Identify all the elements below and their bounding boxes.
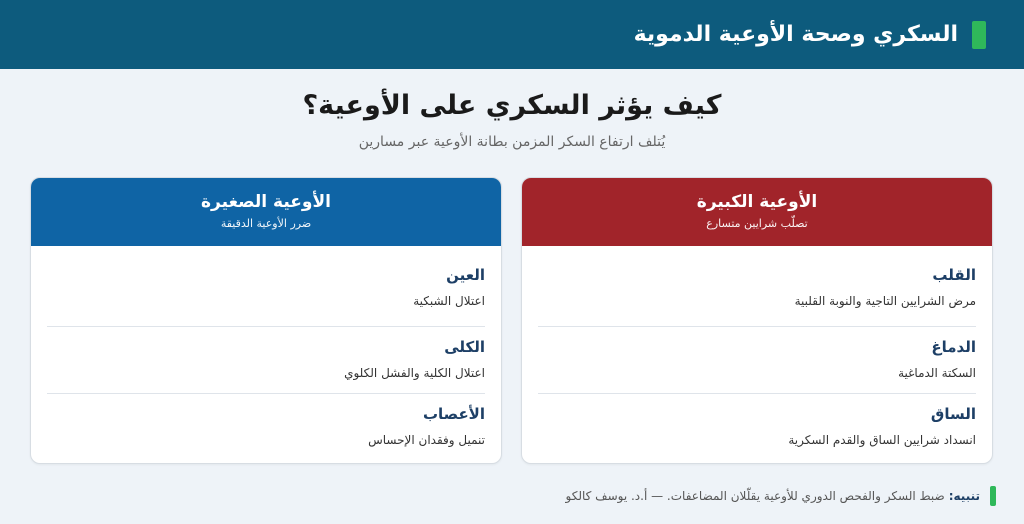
list-item [47,394,485,461]
small-vessels-card-header [31,178,501,246]
item-description: انسداد شرايين الساق والقدم السكرية [788,433,976,447]
footer-note [566,486,997,506]
header-accent-bar [972,21,986,49]
item-description: اعتلال الكلية والفشل الكلوي [344,366,485,380]
list-item [47,327,485,394]
item-title: العين [446,266,485,284]
small-vessels-list [31,246,501,461]
note-accent-bar [990,486,996,506]
list-item [538,327,976,394]
note-label: تنبيه: [948,489,980,503]
list-item [538,260,976,327]
item-description: السكتة الدماغية [898,366,976,380]
section-heading: كيف يؤثر السكري على الأوعية؟ [302,90,722,121]
item-description: مرض الشرايين التاجية والنوبة القلبية [794,294,976,308]
item-description: تنميل وفقدان الإحساس [368,433,485,447]
app-header [0,0,1024,69]
large-vessels-title: الأوعية الكبيرة [696,192,818,212]
note-text: ضبط السكر والفحص الدوري للأوعية يقلّلان المضاعفات. — أ.د. يوسف كالكو [565,489,945,503]
large-vessels-card-header [522,178,992,246]
section-subheading: يُتلف ارتفاع السكر المزمن بطانة الأوعية عبر مسارين [358,134,666,150]
item-title: الساق [930,405,976,423]
large-vessels-list [522,246,992,461]
item-title: الأعصاب [422,405,485,423]
item-title: القلب [932,266,976,284]
large-vessels-subtitle: تصلّب شرايين متسارع [706,217,808,230]
small-vessels-card [30,177,502,464]
large-vessels-card [521,177,993,464]
list-item [538,394,976,461]
list-item [47,260,485,327]
small-vessels-subtitle: ضرر الأوعية الدقيقة [220,217,312,230]
item-title: الكلى [444,338,485,356]
page-title: السكري وصحة الأوعية الدموية [633,22,958,47]
item-description: اعتلال الشبكية [413,294,485,308]
item-title: الدماغ [931,338,976,356]
small-vessels-title: الأوعية الصغيرة [201,192,331,212]
